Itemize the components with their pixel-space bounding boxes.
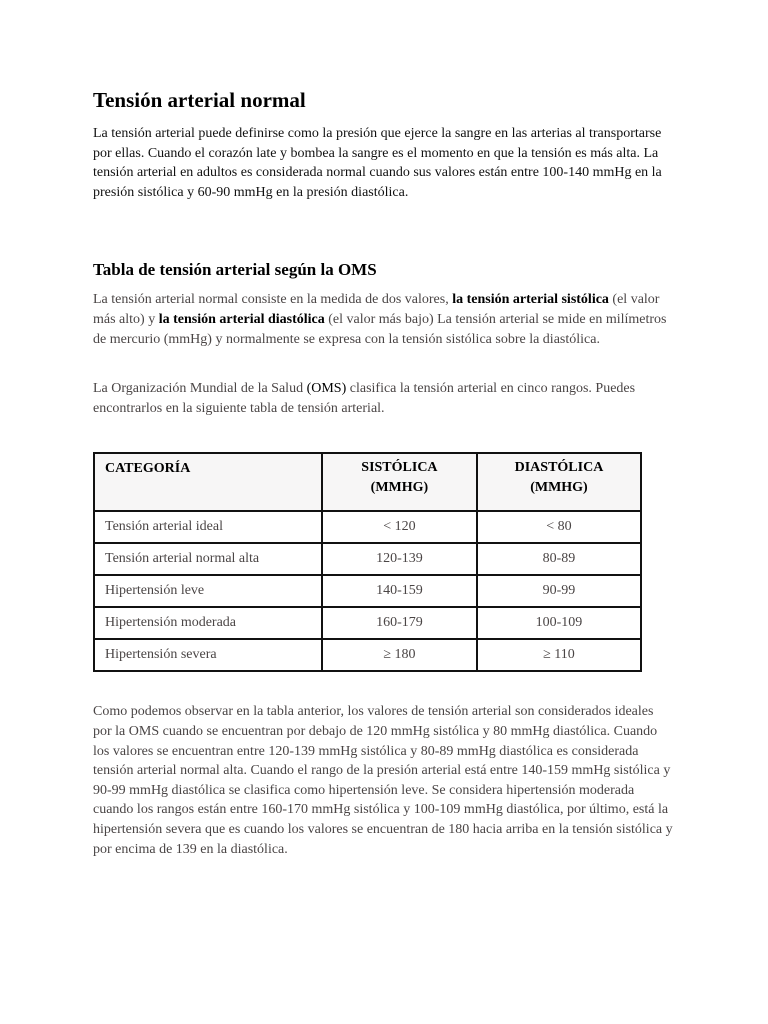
- blood-pressure-table: [93, 452, 642, 672]
- section-heading: Tabla de tensión arterial según la OMS: [93, 260, 377, 280]
- systolic-cell: 120-139: [322, 543, 477, 575]
- closing-paragraph: Como podemos observar en la tabla anterior, los valores de tensión arterial son considerados ideales por la OMS cuando se encuentran por debajo de 120 mmHg sistólica y 80 mmHg diastólica. Cuando los valores se encuentran entre 120-139 mmHg sistólica y 80-89 mmHg diastólica es considerada tensión arterial normal alta. Cuando el rango de la presión arterial está entre 140-159 mmHg sistólica y 90-99 mmHg diastólica se clasifica como hipertensión leve. Se considera hipertensión moderada cuando los rangos están entre 160-170 mmHg sistólica y 100-109 mmHg diastólica, por último, está la hipertensión severa que es cuando los valores se encuentran de 180 hacia arriba en la tensión sistólica y por encima de 139 en la diastólica.: [93, 704, 673, 857]
- table-row: [94, 511, 641, 543]
- systolic-term: la tensión arterial sistólica: [452, 292, 609, 308]
- category-cell: Hipertensión leve: [94, 575, 322, 607]
- diastolic-cell: ≥ 110: [477, 639, 641, 671]
- values-paragraph: [93, 290, 673, 349]
- table-row: [94, 543, 641, 575]
- diastolic-cell: 90-99: [477, 575, 641, 607]
- diastolic-term: la tensión arterial diastólica: [158, 311, 325, 327]
- header-diastolic: DIASTÓLICA (MMHG): [477, 453, 641, 511]
- oms-text-2: clasifica la tensión arterial en cinco rangos. Puedes encontrarlos en la siguiente tabla de tensión arterial.: [93, 381, 636, 416]
- oms-text-1: La Organización Mundial de la Salud: [93, 381, 307, 397]
- table-row: [94, 575, 641, 607]
- values-text-2: (el valor más alto) y: [93, 292, 660, 327]
- diastolic-cell: < 80: [477, 511, 641, 543]
- oms-abbreviation: (OMS): [306, 381, 347, 397]
- diastolic-cell: 100-109: [477, 607, 641, 639]
- category-cell: Tensión arterial normal alta: [94, 543, 322, 575]
- category-cell: Hipertensión severa: [94, 639, 322, 671]
- values-text-3: (el valor más bajo) La tensión arterial se mide en milímetros de mercurio (mmHg) y normalmente se expresa con la tensión sistólica sobre la diastólica.: [93, 311, 667, 347]
- table-header-row: [94, 453, 641, 511]
- systolic-cell: 160-179: [322, 607, 477, 639]
- category-cell: Hipertensión moderada: [94, 607, 322, 639]
- intro-paragraph: La tensión arterial puede definirse como la presión que ejerce la sangre en las arterias al transportarse por ellas. Cuando el corazón late y bombea la sangre es el momento en que la tensión es más alta. La tensión arterial en adultos es considerada normal cuando sus valores están entre 100-140 mmHg en la presión sistólica y 60-90 mmHg en la presión diastólica.: [93, 126, 662, 200]
- table-row: [94, 639, 641, 671]
- page-title: Tensión arterial normal: [93, 88, 306, 112]
- systolic-cell: 140-159: [322, 575, 477, 607]
- diastolic-cell: 80-89: [477, 543, 641, 575]
- document-page: [93, 86, 673, 873]
- category-cell: Tensión arterial ideal: [94, 511, 322, 543]
- header-systolic: SISTÓLICA (MMHG): [322, 453, 477, 511]
- header-category: CATEGORÍA: [94, 453, 322, 511]
- oms-paragraph: [93, 379, 673, 418]
- values-text-1: La tensión arterial normal consiste en la medida de dos valores,: [93, 292, 453, 308]
- table-row: [94, 607, 641, 639]
- systolic-cell: ≥ 180: [322, 639, 477, 671]
- systolic-cell: < 120: [322, 511, 477, 543]
